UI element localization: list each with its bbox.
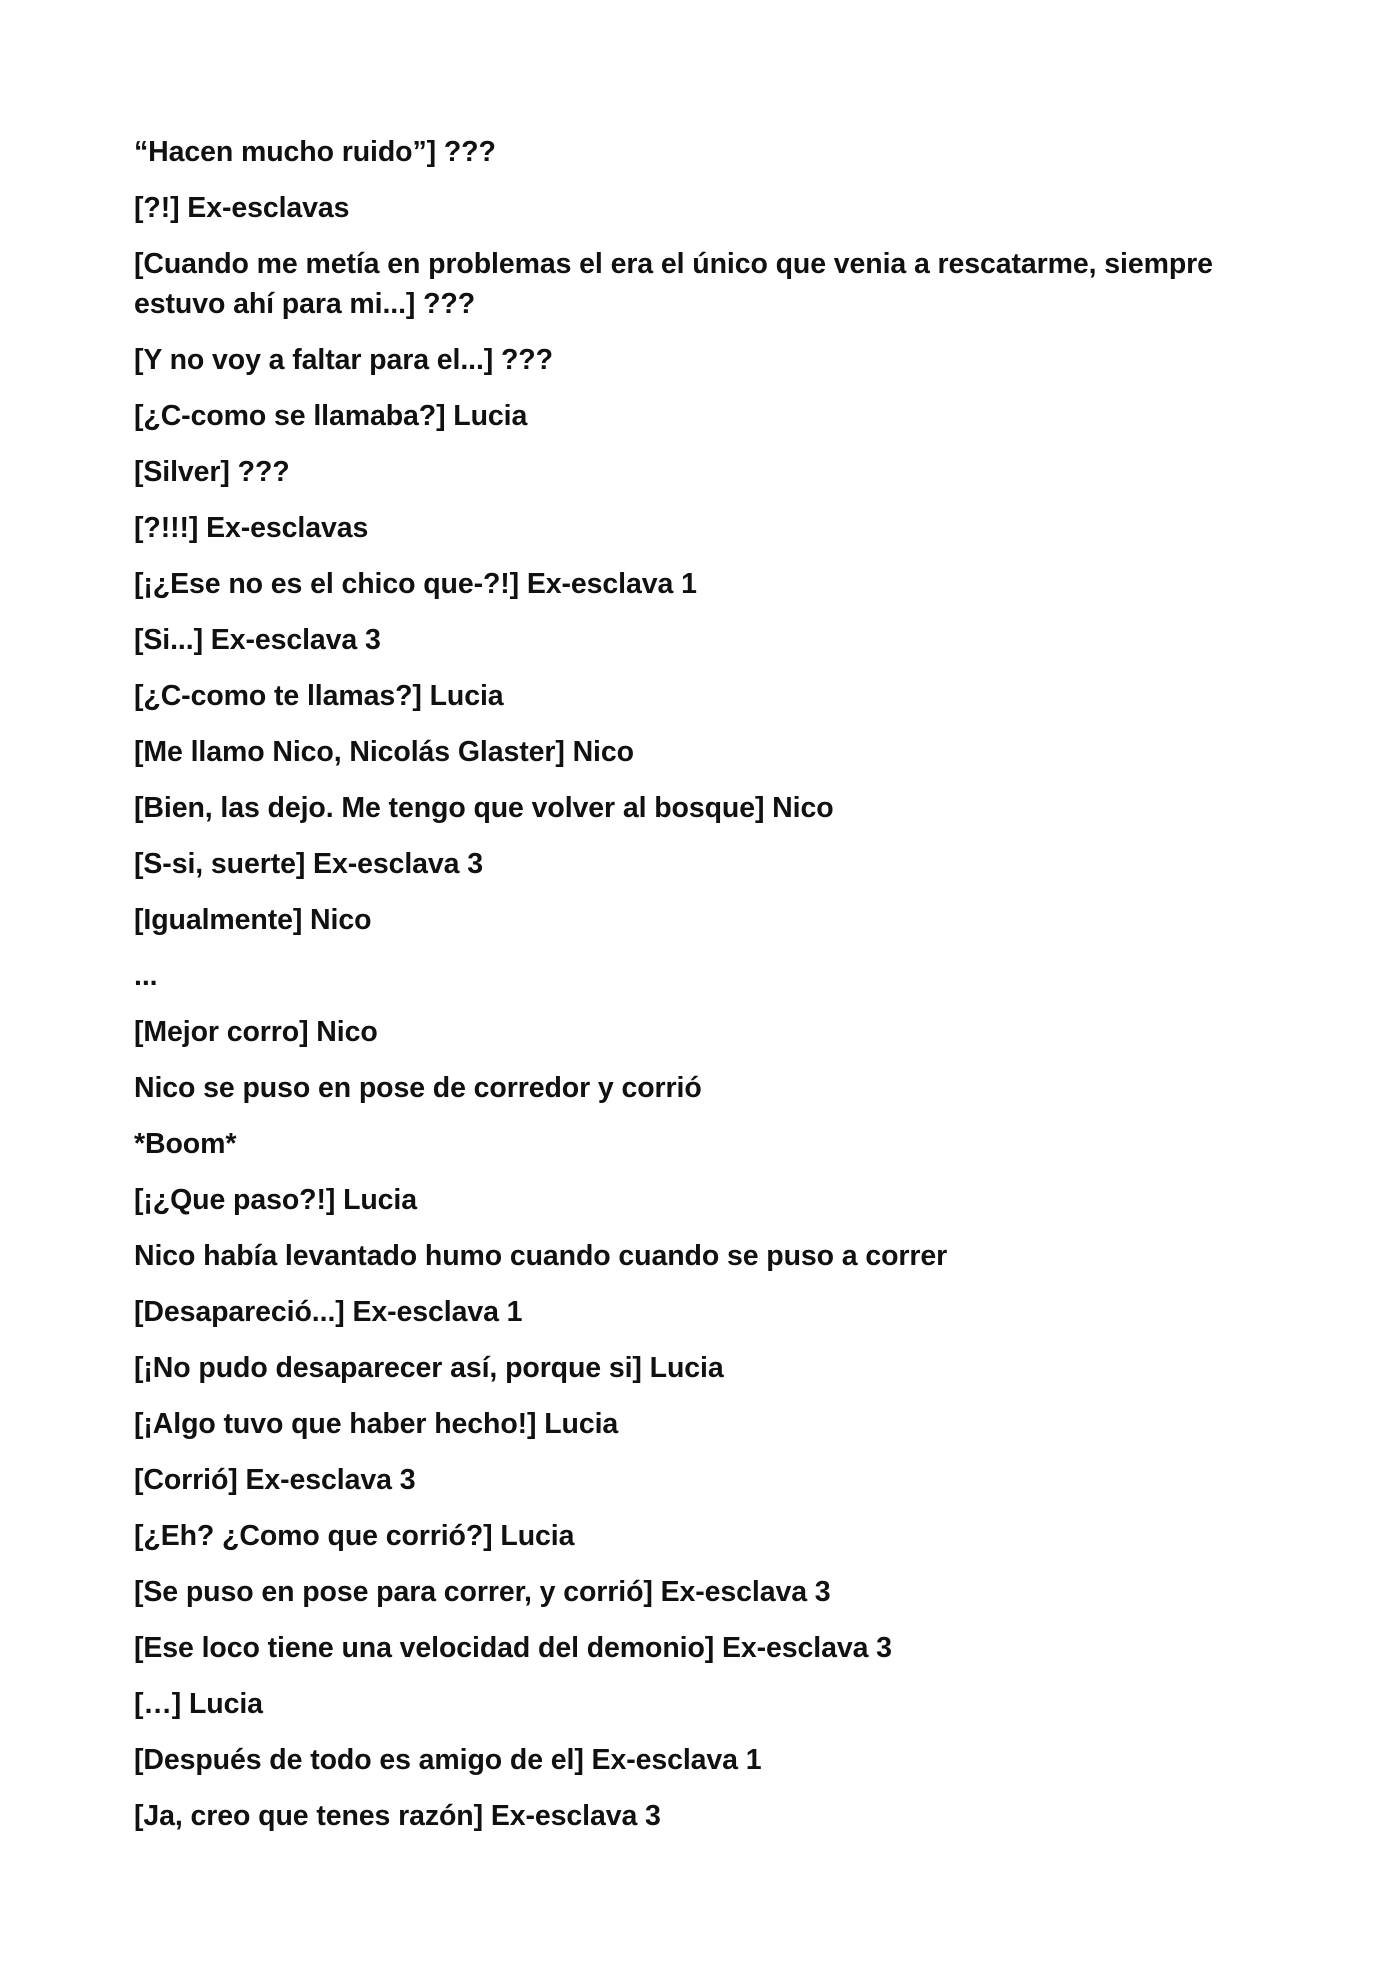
- text-line: [Se puso en pose para correr, y corrió] Ex-esclava 3: [134, 1576, 831, 1608]
- text-line: [Ja, creo que tenes razón] Ex-esclava 3: [134, 1800, 661, 1832]
- text-line: [S-si, suerte] Ex-esclava 3: [134, 848, 483, 880]
- text-line: [Igualmente] Nico: [134, 904, 372, 936]
- text-line: [Cuando me metía en problemas el era el único que venia a rescatarme, siempre estuvo ahí para mi...] ???: [134, 248, 1213, 320]
- text-line: [¿C-como se llamaba?] Lucia: [134, 400, 528, 432]
- text-line: [¡No pudo desaparecer así, porque si] Lucia: [134, 1352, 724, 1384]
- text-line: Nico había levantado humo cuando cuando se puso a correr: [134, 1240, 948, 1272]
- text-line: [Corrió] Ex-esclava 3: [134, 1464, 416, 1496]
- text-line: ...: [134, 960, 158, 992]
- text-line: [Silver] ???: [134, 456, 290, 488]
- text-line: [¡¿Ese no es el chico que-?!] Ex-esclava 1: [134, 568, 697, 600]
- text-line: [¿C-como te llamas?] Lucia: [134, 680, 504, 712]
- text-line: [¿Eh? ¿Como que corrió?] Lucia: [134, 1520, 575, 1552]
- text-line: [?!] Ex-esclavas: [134, 192, 350, 224]
- text-line: [Si...] Ex-esclava 3: [134, 624, 381, 656]
- text-line: “Hacen mucho ruido”] ???: [134, 136, 496, 168]
- text-line: [Bien, las dejo. Me tengo que volver al bosque] Nico: [134, 792, 834, 824]
- document-body: [134, 132, 1264, 1852]
- text-line: [Mejor corro] Nico: [134, 1016, 378, 1048]
- text-line: [?!!!] Ex-esclavas: [134, 512, 369, 544]
- text-line: *Boom*: [134, 1128, 237, 1160]
- text-line: [Ese loco tiene una velocidad del demonio] Ex-esclava 3: [134, 1632, 892, 1664]
- text-line: […] Lucia: [134, 1688, 263, 1720]
- text-line: [Y no voy a faltar para el...] ???: [134, 344, 553, 376]
- text-line: [Después de todo es amigo de el] Ex-esclava 1: [134, 1744, 762, 1776]
- text-line: [Me llamo Nico, Nicolás Glaster] Nico: [134, 736, 634, 768]
- text-line: [¡¿Que paso?!] Lucia: [134, 1184, 418, 1216]
- text-line: Nico se puso en pose de corredor y corrió: [134, 1072, 702, 1104]
- text-line: [Desapareció...] Ex-esclava 1: [134, 1296, 523, 1328]
- text-line: [¡Algo tuvo que haber hecho!] Lucia: [134, 1408, 619, 1440]
